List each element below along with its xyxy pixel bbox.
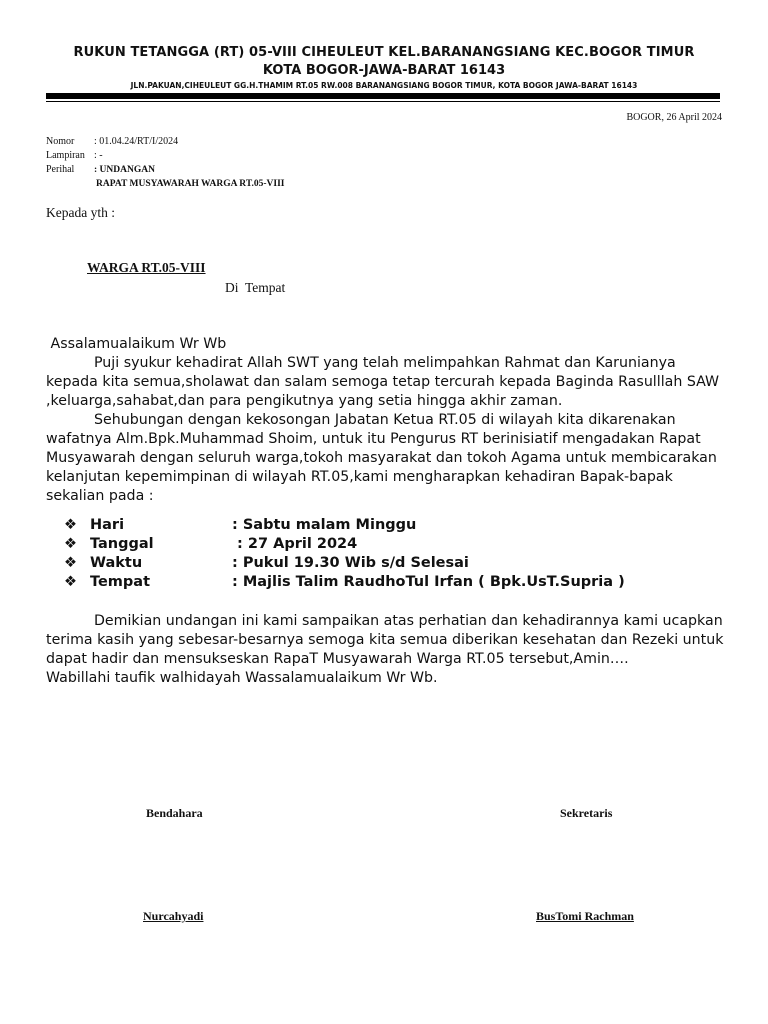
meta-lampiran bbox=[46, 149, 284, 163]
detail-key: Tanggal bbox=[90, 536, 154, 552]
detail-key: Tempat bbox=[90, 574, 151, 590]
meta-perihal bbox=[46, 163, 284, 177]
paragraph-1-text: Puji syukur kehadirat Allah SWT yang telah melimpahkan Rahmat dan Karunianya kepada kita semua,sholawat dan salam semoga tetap tercurah kepada Baginda Rasulllah SAW ,keluarga,sahabat,dan para pengikutnya yang setia hingga akhir zaman. bbox=[46, 355, 720, 409]
paragraph-2-text: Sehubungan dengan kekosongan Jabatan Ketua RT.05 di wilayah kita dikarenakan wafatnya Alm.Bpk.Muhammad Shoim, untuk itu Pengurus RT berinisiatif mengadakan Rapat Musyawarah dengan seluruh warga,tokoh masyarakat dan tokoh Agama untuk membicarakan kelanjutan kepemimpinan di wilayah RT.05,kami mengharapkan kehadiran Bapak-bapak sekalian pada : bbox=[46, 412, 717, 504]
detail-value: : Sabtu malam Minggu bbox=[232, 517, 417, 533]
meta-nomor-label: Nomor bbox=[46, 136, 75, 147]
detail-row-waktu bbox=[64, 554, 625, 573]
letter-meta bbox=[46, 135, 284, 191]
diamond-bullet-icon: ❖ bbox=[64, 574, 77, 590]
diamond-bullet-icon: ❖ bbox=[64, 555, 77, 571]
closing-salam: Wabillahi taufik walhidayah Wassalamualaikum Wr Wb. bbox=[46, 670, 438, 686]
meta-perihal-subject: RAPAT MUSYAWARAH WARGA RT.05-VIII bbox=[96, 179, 285, 189]
detail-key: Hari bbox=[90, 517, 125, 533]
greeting: Assalamualaikum Wr Wb bbox=[46, 336, 227, 352]
letterhead-line1: RUKUN TETANGGA (RT) 05-VIII CIHEULEUT KEL.BARANANGSIANG KEC.BOGOR TIMUR bbox=[73, 45, 695, 60]
meta-nomor-value: : 01.04.24/RT/I/2024 bbox=[94, 136, 179, 147]
letterhead-rule-thick bbox=[46, 93, 720, 99]
closing-paragraph-text: Demikian undangan ini kami sampaikan atas perhatian dan kehadirannya kami ucapkan terima kasih yang sebesar-besarnya semoga kita semua diberikan kesehatan dan Rezeki untuk dapat hadir dan mensukseskan RapaT Musyawarah Warga RT.05 tersebut,Amin…. bbox=[46, 613, 724, 667]
addressee-place: Di Tempat bbox=[225, 280, 286, 295]
meta-lampiran-value: : - bbox=[94, 150, 103, 161]
paragraph-2 bbox=[46, 411, 728, 506]
meta-perihal-value: : UNDANGAN bbox=[94, 165, 155, 175]
letterhead-line2: KOTA BOGOR-JAWA-BARAT 16143 bbox=[262, 63, 506, 78]
letter-body bbox=[46, 335, 728, 506]
letter-closing bbox=[46, 612, 728, 688]
meta-nomor bbox=[46, 135, 284, 149]
detail-value: : Majlis Talim RaudhoTul Irfan ( Bpk.UsT.Supria ) bbox=[232, 574, 625, 590]
detail-row-tanggal bbox=[64, 535, 625, 554]
paragraph-1 bbox=[46, 354, 728, 411]
closing-paragraph bbox=[46, 612, 728, 669]
event-details bbox=[64, 516, 625, 592]
signature-left-name: Nurcahyadi bbox=[143, 909, 204, 923]
letter-date: BOGOR, 26 April 2024 bbox=[626, 112, 722, 123]
signature-right-name: BusTomi Rachman bbox=[536, 909, 634, 923]
letterhead-address: JLN.PAKUAN,CIHEULEUT GG.H.THAMIM RT.05 RW.008 BARANANGSIANG BOGOR TIMUR, KOTA BOGOR JAWA-BARAT 16143 bbox=[130, 81, 638, 90]
addressee-kepada: Kepada yth : bbox=[46, 205, 115, 220]
signature-left-title: Bendahara bbox=[146, 806, 203, 820]
detail-row-hari bbox=[64, 516, 625, 535]
meta-perihal-label: Perihal bbox=[46, 164, 75, 175]
addressee-name: WARGA RT.05-VIII bbox=[87, 260, 206, 275]
detail-value: : 27 April 2024 bbox=[232, 536, 358, 552]
signature-right-title: Sekretaris bbox=[560, 806, 613, 820]
detail-value: : Pukul 19.30 Wib s/d Selesai bbox=[232, 555, 469, 571]
diamond-bullet-icon: ❖ bbox=[64, 517, 77, 533]
letterhead-rule-thin bbox=[46, 101, 720, 102]
meta-lampiran-label: Lampiran bbox=[46, 150, 85, 161]
detail-row-tempat bbox=[64, 573, 625, 592]
detail-key: Waktu bbox=[90, 555, 143, 571]
diamond-bullet-icon: ❖ bbox=[64, 536, 77, 552]
